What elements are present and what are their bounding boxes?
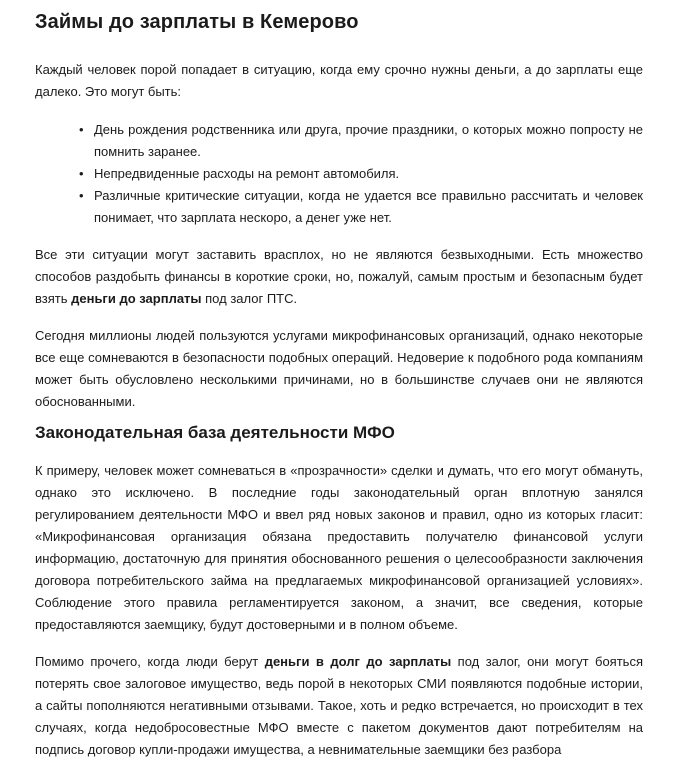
- list-item-text: День рождения родственника или друга, прочие праздники, о которых можно попросту не помнить заранее.: [94, 122, 643, 159]
- paragraph-situations: [35, 244, 643, 310]
- list-item-text: Различные критические ситуации, когда не удается все правильно рассчитать и человек понимает, что зарплата нескоро, а денег уже нет.: [94, 188, 643, 225]
- list-item: [79, 119, 643, 163]
- paragraph-collateral-fears: [35, 651, 643, 761]
- page-title: Займы до зарплаты в Кемерово: [35, 11, 359, 33]
- bullet-list: [35, 119, 643, 229]
- intro-paragraph: Каждый человек порой попадает в ситуацию, когда ему срочно нужны деньги, а до зарплаты еще далеко. Это могут быть:: [35, 62, 643, 99]
- list-item-text: Непредвиденные расходы на ремонт автомобиля.: [94, 166, 400, 181]
- paragraph-text: под залог ПТС.: [201, 291, 298, 306]
- bullet-icon: •: [79, 166, 84, 181]
- bullet-icon: •: [79, 122, 84, 137]
- paragraph-mfo-trust: Сегодня миллионы людей пользуются услугами микрофинансовых организаций, однако некоторые все еще сомневаются в безопасности подобных операций. Недоверие к подобного рода компаниям может быть обусловлено несколькими причинами, но в большинстве случаев они не являются обоснованными.: [35, 328, 643, 409]
- list-item: [79, 163, 643, 185]
- list-item: [79, 185, 643, 229]
- paragraph-text: под залог, они могут бояться потерять свое залоговое имущество, ведь порой в некоторых СМИ появляются подобные истории, а сайты пополняются негативными отзывами. Такое, хоть и редко встречается, но происходит в тех случаях, когда недобросовестные МФО вместе с пакетом документов дают потребителям на подпись договор купли-продажи имущества, а невнимательные заемщики без разбора: [35, 654, 643, 757]
- paragraph-text: Все эти ситуации могут заставить врасплох, но не являются безвыходными. Есть множество способов раздобыть финансы в короткие сроки, но, пожалуй, самым простым и безопасным будет взять: [35, 247, 643, 306]
- bold-phrase-loan-before-payday: деньги в долг до зарплаты: [264, 654, 452, 669]
- paragraph-legal-regulation: К примеру, человек может сомневаться в «прозрачности» сделки и думать, что его могут обмануть, однако это исключено. В последние годы законодательный орган вплотную занялся регулированием деятельности МФО и ввел ряд новых законов и правил, одно из которых гласит: «Микрофинансовая организация обязана предоставить получателю финансовой услуги информацию, достаточную для принятия обоснованного решения о целесообразности заключения договора потребительского займа на предлагаемых микрофинансовой организацией условиях». Соблюдение этого правила регламентируется законом, а значит, все сведения, которые предоставляются заемщику, будут достоверными и в полном объеме.: [35, 463, 643, 632]
- bullet-icon: •: [79, 188, 84, 203]
- bold-phrase-money-before-payday: деньги до зарплаты: [71, 291, 202, 306]
- section-heading-legal-base: Законодательная база деятельности МФО: [35, 423, 395, 442]
- paragraph-text: Помимо прочего, когда люди берут: [35, 654, 265, 669]
